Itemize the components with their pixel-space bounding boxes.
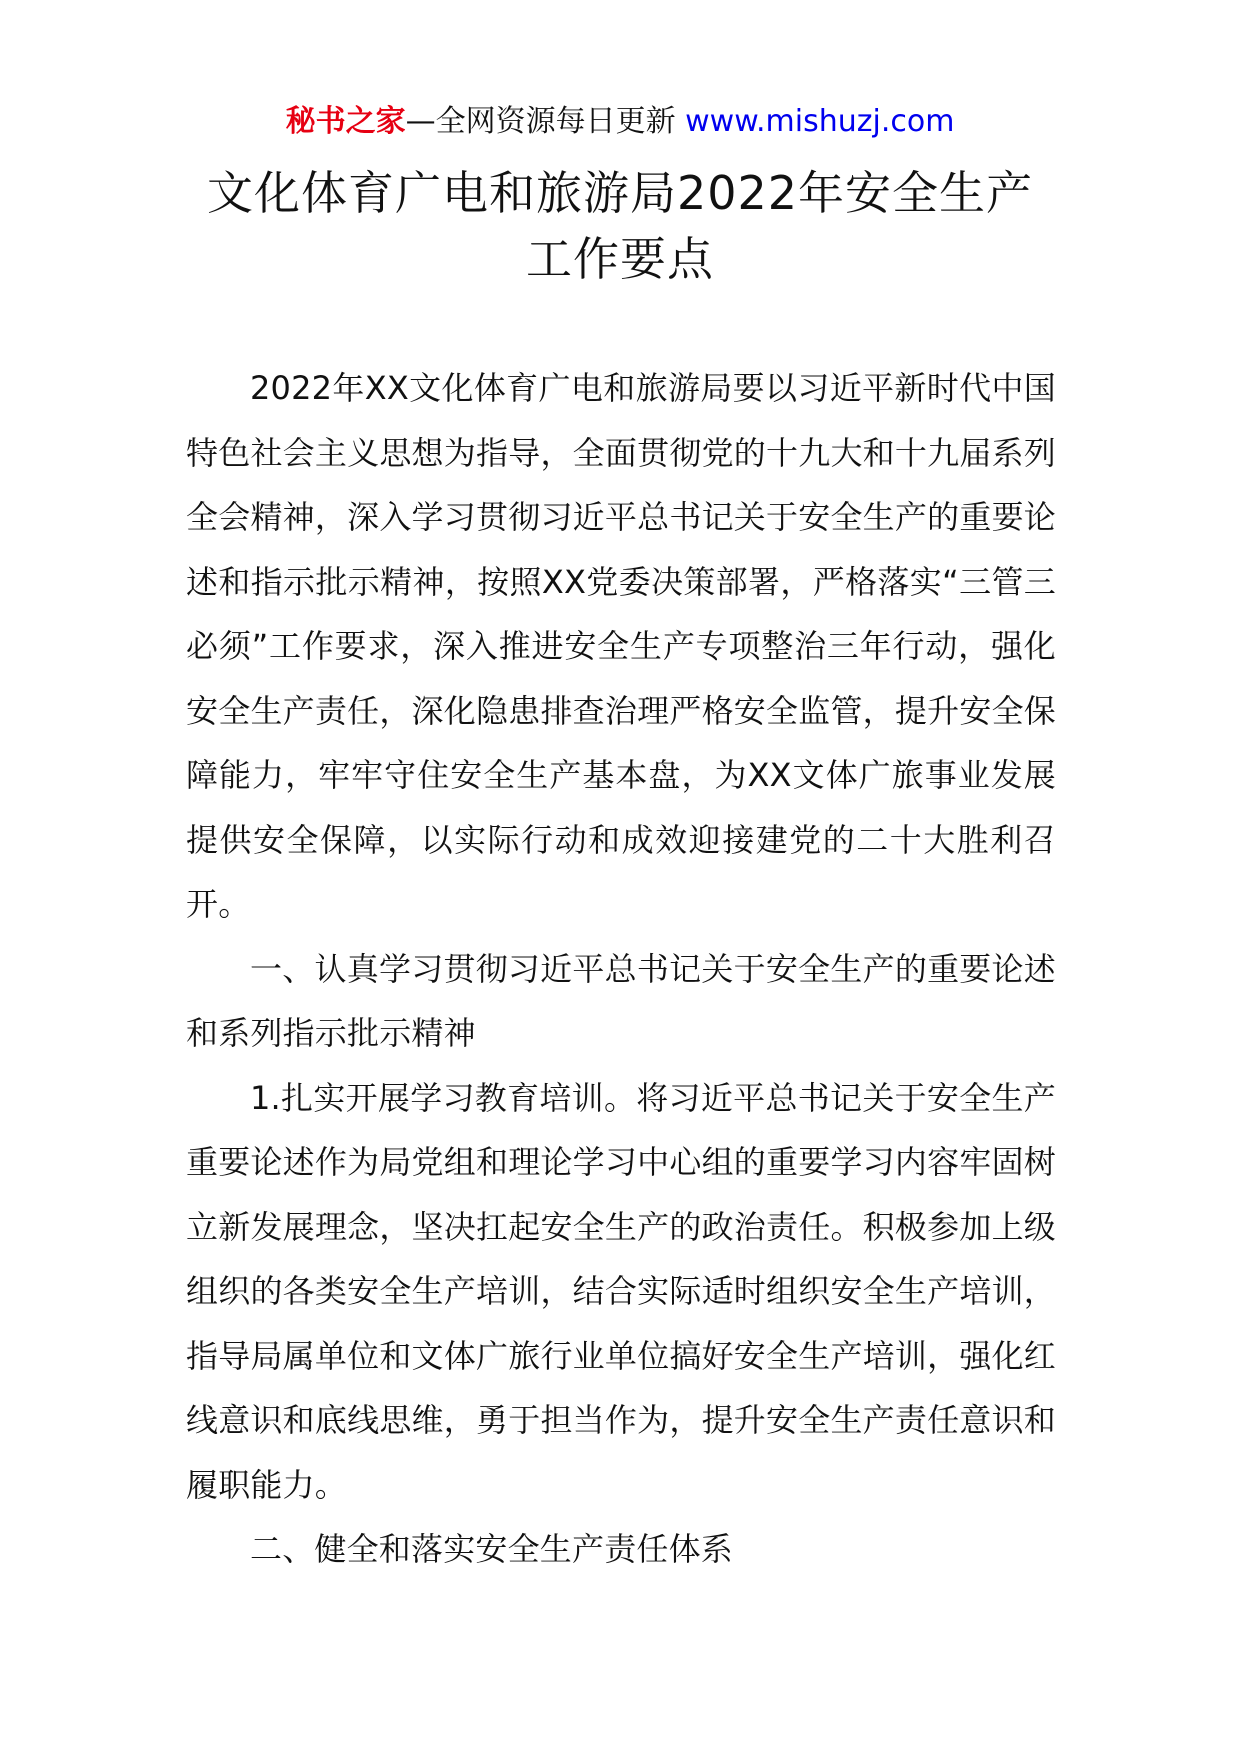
site-link[interactable]: www.mishuzj.com: [685, 104, 955, 139]
document-title: [150, 160, 1090, 292]
document-body: [186, 356, 1056, 1582]
section-heading-1: 一、认真学习贯彻习近平总书记关于安全生产的重要论述和系列指示批示精神: [186, 949, 1056, 1052]
intro-paragraph: 2022年XX文化体育广电和旅游局要以习近平新时代中国特色社会主义思想为指导，全面贯彻党的十九大和十九届系列全会精神，深入学习贯彻习近平总书记关于安全生产的重要论述和指示批示精神，按照XX党委决策部署，严格落实“三管三必须”工作要求，深入推进安全生产专项整治三年行动，强化安全生产责任，深化隐患排查治理严格安全监管，提升安全保障能力，牢牢守住安全生产基本盘，为XX文体广旅事业发展提供安全保障，以实际行动和成效迎接建党的二十大胜利召开。: [186, 369, 1056, 923]
item-paragraph-1: 1.扎实开展学习教育培训。将习近平总书记关于安全生产重要论述作为局党组和理论学习中心组的重要学习内容牢固树立新发展理念，坚决扛起安全生产的政治责任。积极参加上级组织的各类安全生产培训，结合实际适时组织安全生产培训，指导局属单位和文体广旅行业单位搞好安全生产培训，强化红线意识和底线思维，勇于担当作为，提升安全生产责任意识和履职能力。: [186, 1078, 1056, 1504]
site-header: [0, 102, 1240, 142]
brand-name: 秘书之家: [285, 104, 406, 139]
title-line-1: 文化体育广电和旅游局2022年安全生产: [206, 166, 1034, 220]
section-heading-2: 二、健全和落实安全生产责任体系: [250, 1530, 734, 1568]
title-line-2: 工作要点: [526, 232, 714, 286]
header-tagline: —全网资源每日更新: [405, 104, 686, 139]
